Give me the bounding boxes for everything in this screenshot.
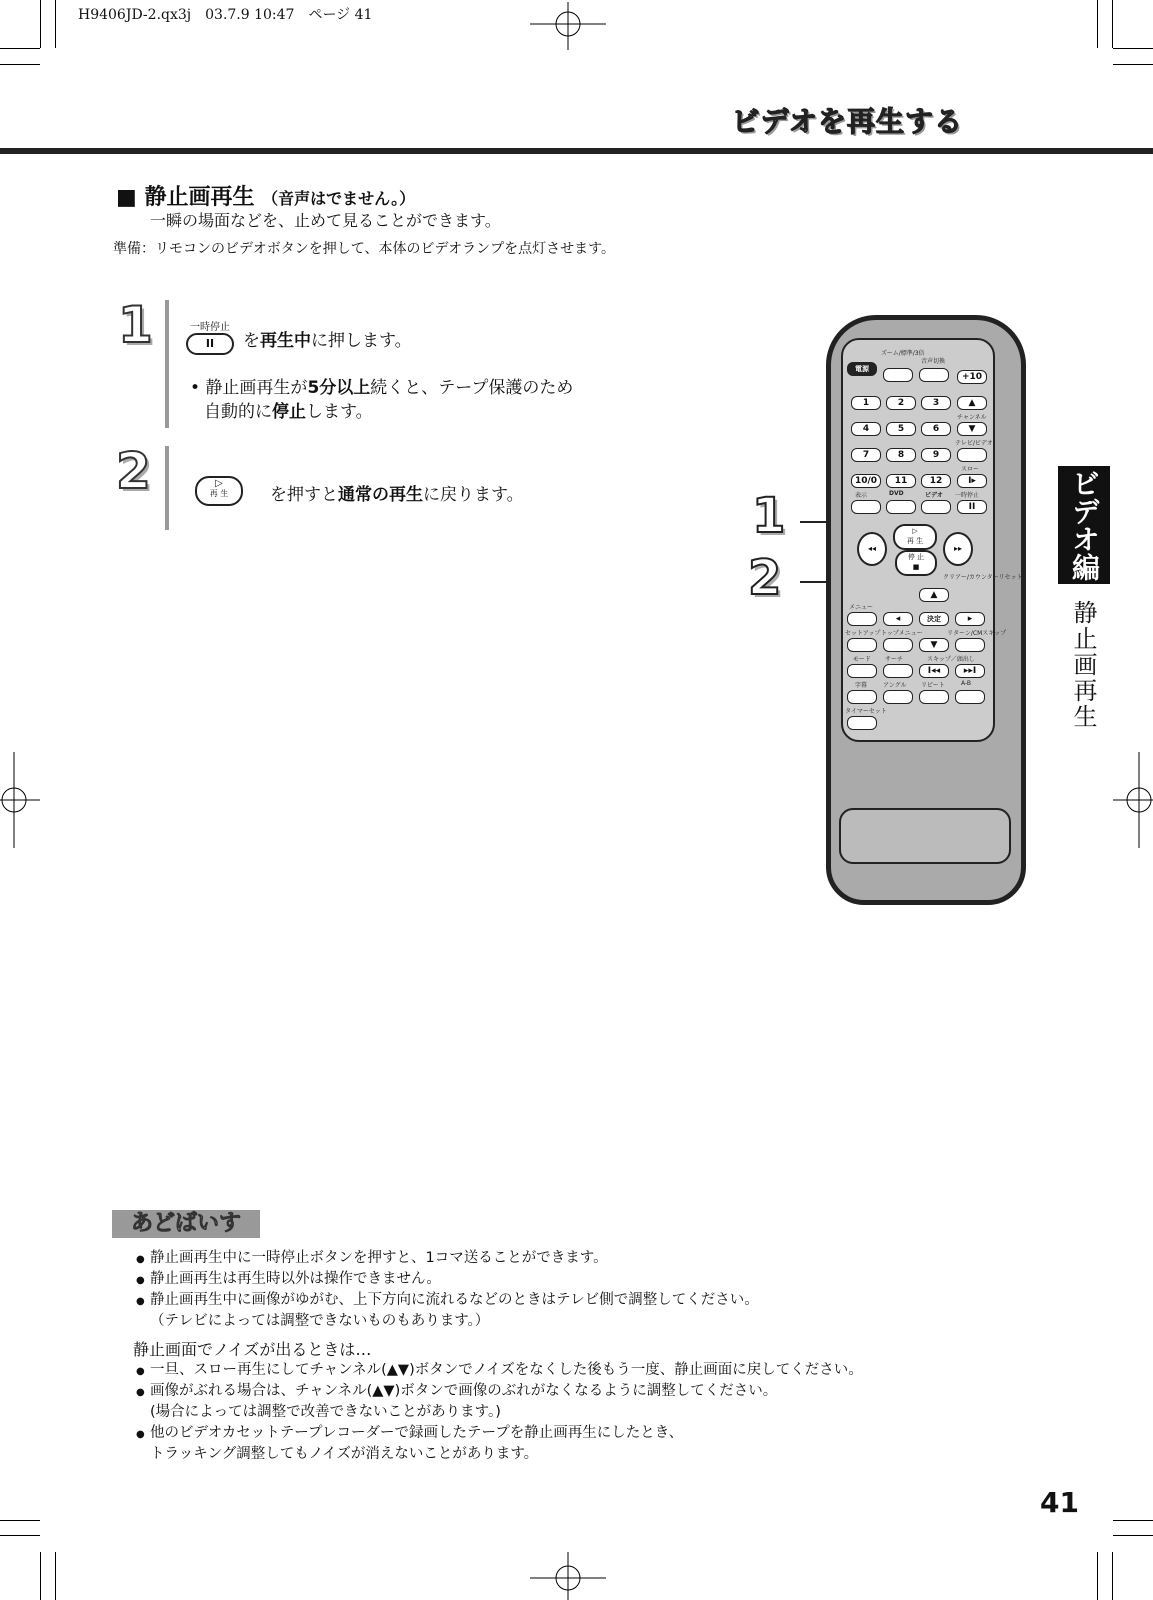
remote-number-button: 9	[921, 448, 951, 462]
remote-label-clear: クリアー/カウンターリセット	[943, 574, 1023, 581]
crop-mark	[1112, 1552, 1113, 1600]
list-item: ● 画像がぶれる場合は、チャンネル(▲▼)ボタンで画像のぶれがなくなるように調整してください。	[136, 1381, 863, 1402]
remote-left-button: ◂	[883, 612, 913, 626]
remote-label-ab: A-B	[961, 680, 972, 687]
remote-label-video: ビデオ	[925, 492, 943, 499]
crop-mark	[1113, 64, 1153, 65]
section-subtitle: （音声はでません。）	[262, 189, 416, 208]
remote-setup-button	[847, 638, 877, 652]
crop-mark	[0, 1520, 40, 1521]
remote-video-button	[921, 500, 951, 514]
list-item-continuation: トラッキング調整してもノイズが消えないことがあります。	[150, 1446, 539, 1462]
registration-mark-right	[1113, 752, 1153, 848]
title-rule	[0, 148, 1153, 154]
remote-audio-button	[919, 368, 949, 382]
remote-top-menu-button	[883, 638, 913, 652]
remote-number-button: 11	[886, 474, 916, 488]
registration-mark-bottom	[530, 1552, 606, 1600]
remote-number-button: 4	[851, 422, 881, 436]
remote-slow-button: I▸	[957, 474, 987, 488]
remote-number-button: 10/0	[851, 474, 881, 488]
print-file-info: H9406JD-2.qx3j 03.7.9 10:47 ページ 41	[78, 7, 373, 23]
crop-mark	[0, 64, 40, 65]
remote-skip-forward-button: ▸▸I	[955, 664, 985, 678]
remote-label-pause: 一時停止	[955, 492, 980, 499]
remote-number-button: 3	[921, 396, 951, 410]
list-item: ● 静止画再生中に一時停止ボタンを押すと、1コマ送ることができます。	[136, 1248, 759, 1269]
noise-list	[136, 1360, 863, 1465]
remote-down-button: ▼	[919, 638, 949, 652]
remote-number-button: 8	[886, 448, 916, 462]
remote-tv-video-button	[957, 448, 987, 462]
remote-label-tv-video: テレビ/ビデオ	[955, 440, 993, 447]
crop-mark	[1113, 1535, 1153, 1536]
advice-heading: あどばいす	[112, 1210, 260, 1238]
remote-timer-button	[847, 716, 877, 730]
remote-label-menu: メニュー	[849, 604, 874, 611]
remote-label-mode: モード	[853, 656, 871, 663]
remote-label-search: サーチ	[885, 656, 904, 663]
registration-mark-top	[530, 2, 606, 50]
callout-1: 1	[752, 488, 786, 544]
remote-dvd-button	[886, 500, 916, 514]
section-description: 一瞬の場面などを、止めて見ることができます。	[150, 211, 501, 230]
pause-icon: II	[186, 333, 234, 355]
crop-mark	[1097, 0, 1098, 48]
step-divider	[165, 300, 169, 428]
section-title-text: 静止画再生	[144, 185, 255, 210]
remote-power-button: 電源	[847, 362, 877, 376]
crop-mark	[55, 0, 56, 48]
crop-mark	[0, 48, 40, 49]
list-item: ● 一旦、スロー再生にしてチャンネル(▲▼)ボタンでノイズをなくした後もう一度、静止画面に戻してください。	[136, 1360, 863, 1381]
crop-mark	[40, 1552, 41, 1600]
remote-number-button: 6	[921, 422, 951, 436]
step-1-note: • 静止画再生が5分以上続くと、テープ保護のため 自動的に停止します。	[190, 378, 574, 422]
step-number-1: 1	[118, 296, 153, 354]
remote-menu-button	[847, 612, 877, 626]
remote-skip-back-button: I◂◂	[919, 664, 949, 678]
remote-rewind-button: ◂◂	[857, 532, 887, 566]
remote-return-button	[955, 638, 985, 652]
remote-label-audio: 音声切換	[921, 358, 946, 365]
remote-label-setup: セットアップ	[845, 630, 881, 637]
chapter-tab: ビデオ編	[1058, 466, 1110, 584]
pause-button-caption: 一時停止	[190, 322, 230, 333]
remote-search-button	[883, 664, 913, 678]
pause-button-illustration	[186, 318, 234, 355]
remote-pause-button: II	[957, 500, 987, 514]
play-icon: ▷	[215, 478, 223, 489]
remote-number-button: 2	[886, 396, 916, 410]
remote-number-button: 1	[851, 396, 881, 410]
remote-angle-button	[883, 690, 913, 704]
noise-heading: 静止画面でノイズが出るときは…	[133, 1340, 372, 1359]
remote-repeat-button	[919, 690, 949, 704]
crop-mark	[55, 1552, 56, 1600]
list-item: ● 静止画再生は再生時以外は操作できません。	[136, 1269, 759, 1290]
remote-label-angle: アングル	[883, 682, 907, 689]
list-item: ● 他のビデオカセットテープレコーダーで録画したテープを静止画再生にしたとき、	[136, 1423, 863, 1444]
remote-enter-button: 決定	[919, 612, 949, 626]
advice-list	[136, 1248, 759, 1332]
remote-fast-forward-button: ▸▸	[943, 532, 973, 566]
remote-display-button	[851, 500, 881, 514]
step-number-2: 2	[116, 442, 151, 500]
section-marker: ■	[116, 185, 137, 210]
remote-label-channel: チャンネル	[957, 414, 987, 421]
remote-number-button: 12	[921, 474, 951, 488]
remote-channel-down-button: ▼	[957, 422, 987, 436]
section-title	[116, 180, 415, 211]
remote-plus10-button: +10	[957, 370, 987, 384]
step-divider	[165, 446, 169, 530]
list-item: ● 静止画再生中に画像がゆがむ、上下方向に流れるなどのときはテレビ側で調整してください。	[136, 1290, 759, 1311]
remote-play-button: ▷ 再 生	[893, 524, 937, 550]
remote-label-slow: スロー	[961, 466, 980, 473]
crop-mark	[1097, 1552, 1098, 1600]
crop-mark	[1113, 48, 1153, 49]
step-1-text: を再生中に押します。	[243, 331, 412, 351]
remote-label-top-menu: トップメニュー	[881, 630, 923, 637]
remote-number-button: 7	[851, 448, 881, 462]
list-item-continuation: （テレビによっては調整できないものもあります。）	[150, 1313, 490, 1329]
remote-stop-button: 停 止 ■	[895, 550, 937, 576]
callout-2: 2	[748, 550, 782, 606]
remote-battery-window	[839, 808, 1011, 864]
remote-number-button: 5	[886, 422, 916, 436]
remote-control-illustration	[826, 315, 1026, 905]
chapter-sublabel: 静止画再生	[1069, 600, 1097, 730]
crop-mark	[40, 0, 41, 48]
remote-label-zoom: ズーム/標準/3倍	[881, 350, 925, 357]
preparation-note: 準備：リモコンのビデオボタンを押して、本体のビデオランプを点灯させます。	[113, 241, 616, 257]
remote-ab-button	[955, 690, 985, 704]
remote-label-subtitle: 字幕	[855, 682, 868, 689]
remote-label-return: リターン/CMスキップ	[947, 630, 1007, 637]
remote-button-panel	[841, 338, 1023, 742]
remote-right-button: ▸	[955, 612, 985, 626]
registration-mark-left	[0, 752, 40, 848]
remote-label-dvd: DVD	[889, 490, 904, 497]
remote-label-timer: タイマーセット	[845, 708, 887, 715]
remote-mode-button	[847, 664, 877, 678]
remote-label-skip: スキップ／頭出し	[927, 656, 975, 663]
play-button-caption: 再 生	[209, 489, 229, 498]
crop-mark	[0, 1535, 40, 1536]
page-number: 41	[1040, 1486, 1079, 1519]
remote-zoom-button	[883, 368, 913, 382]
remote-up-button: ▲	[919, 588, 949, 602]
step-2-text: を押すと通常の再生に戻ります。	[270, 485, 524, 505]
list-item-continuation: (場合によっては調整で改善できないことがあります。)	[150, 1404, 501, 1420]
remote-label-repeat: リピート	[921, 682, 945, 689]
remote-channel-up-button: ▲	[957, 396, 987, 410]
crop-mark	[1113, 1520, 1153, 1521]
crop-mark	[1112, 0, 1113, 48]
page-title: ビデオを再生する	[731, 105, 963, 138]
play-button-illustration	[195, 476, 243, 506]
remote-label-display: 表示	[855, 492, 868, 499]
remote-subtitle-button	[847, 690, 877, 704]
